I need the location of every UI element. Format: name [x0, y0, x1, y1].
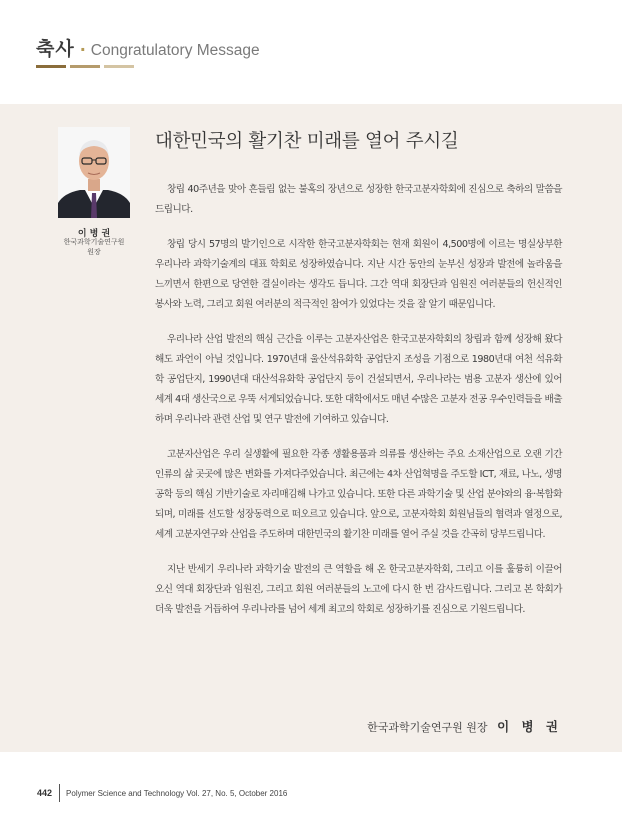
section-header: [36, 34, 260, 61]
paragraph-2: 창립 당시 57명의 발기인으로 시작한 한국고분자학회는 현재 회원이 4,500명에 이르는 명실상부한 우리나라 과학기술계의 대표 학회로 성장하였습니다. 지난 시간 동안의 눈부신 성장과 발전에 놀라움을 느끼면서 한편으로 당연한 결실이라는 생각도 듭니다. 그간 역대 회장단과 임원진 여러분들의 헌신적인 봉사와 노력, 그리고 회원 여러분의 적극적인 참여가 있었다는 것을 잘 알기 때문입니다.: [155, 239, 562, 310]
header-decoration-bars: [36, 65, 134, 68]
article-body: [155, 180, 562, 635]
author-portrait-icon: [58, 127, 130, 218]
author-photo: [58, 127, 130, 218]
paragraph-4: 고분자산업은 우리 실생활에 필요한 각종 생활용품과 의류를 생산하는 주요 소재산업으로 오랜 기간 인류의 삶 곳곳에 많은 변화를 가져다주었습니다. 최근에는 4차 산업혁명을 주도할 ICT, 재료, 나노, 생명공학 등의 핵심 기반기술로 자리매김해 나가고 있습니다. 또한 다른 과학기술 및 산업 분야와의 융·복합화되며, 미래를 선도할 성장동력으로 떠오르고 있습니다. 앞으로, 고분자학회 회원님들의 협력과 열정으로, 세계 고분자연구와 산업을 주도하며 대한민국의 활기찬 미래를 열어 주실 것을 간곡히 당부드립니다.: [155, 449, 562, 540]
author-name: 이 병 권: [77, 229, 111, 239]
signature-org-position: 한국과학기술연구원 원장: [367, 721, 488, 734]
author-position: 원장: [87, 248, 101, 256]
header-bar-light: [104, 65, 134, 68]
article-title: 대한민국의 활기찬 미래를 열어 주시길: [155, 131, 459, 152]
journal-citation: Polymer Science and Technology Vol. 27, No. 5, October 2016: [66, 788, 288, 798]
author-organization: 한국과학기술연구원: [63, 238, 125, 246]
section-title-korean: 축사: [36, 38, 75, 60]
page-number: 442: [37, 788, 53, 798]
footer-divider: [59, 784, 60, 802]
page-footer: [37, 784, 287, 802]
paragraph-1: 창립 40주년을 맞아 흔들림 없는 불혹의 장년으로 성장한 한국고분자학회에 진심으로 축하의 말씀을 드립니다.: [155, 184, 562, 215]
header-bar-medium: [70, 65, 100, 68]
paragraph-3: 우리나라 산업 발전의 핵심 근간을 이루는 고분자산업은 한국고분자학회의 창립과 함께 성장해 왔다 해도 과언이 아닐 것입니다. 1970년대 울산석유화학 공업단지 조성을 기점으로 1980년대 여천 석유화학 공업단지, 1990년대 대산석유화학 공업단지 등이 건설되면서, 우리나라는 범용 고분자 생산에 있어 세계 4대 생산국으로 우뚝 서게되었습니다. 또한 대학에서도 매년 수많은 고분자 전공 우수인력들을 배출하며 우리나라 관련 산업 및 연구 발전에 기여하고 있습니다.: [155, 334, 562, 425]
signature-name: 이 병 권: [497, 719, 562, 734]
section-title-english: Congratulatory Message: [90, 42, 260, 59]
author-affiliation: [48, 237, 140, 257]
paragraph-5: 지난 반세기 우리나라 과학기술 발전의 큰 역할을 해 온 한국고분자학회, 그리고 이를 훌륭히 이끌어 오신 역대 회장단과 임원진, 그리고 회원 여러분들의 노고에 다시 한 번 감사드립니다. 그리고 본 학회가 더욱 발전을 거듭하여 우리나라를 넘어 세계 최고의 학회로 성장하기를 진심으로 기원드립니다.: [155, 564, 562, 615]
title-separator: ·: [79, 40, 86, 59]
signature: [367, 717, 562, 735]
header-bar-dark: [36, 65, 66, 68]
